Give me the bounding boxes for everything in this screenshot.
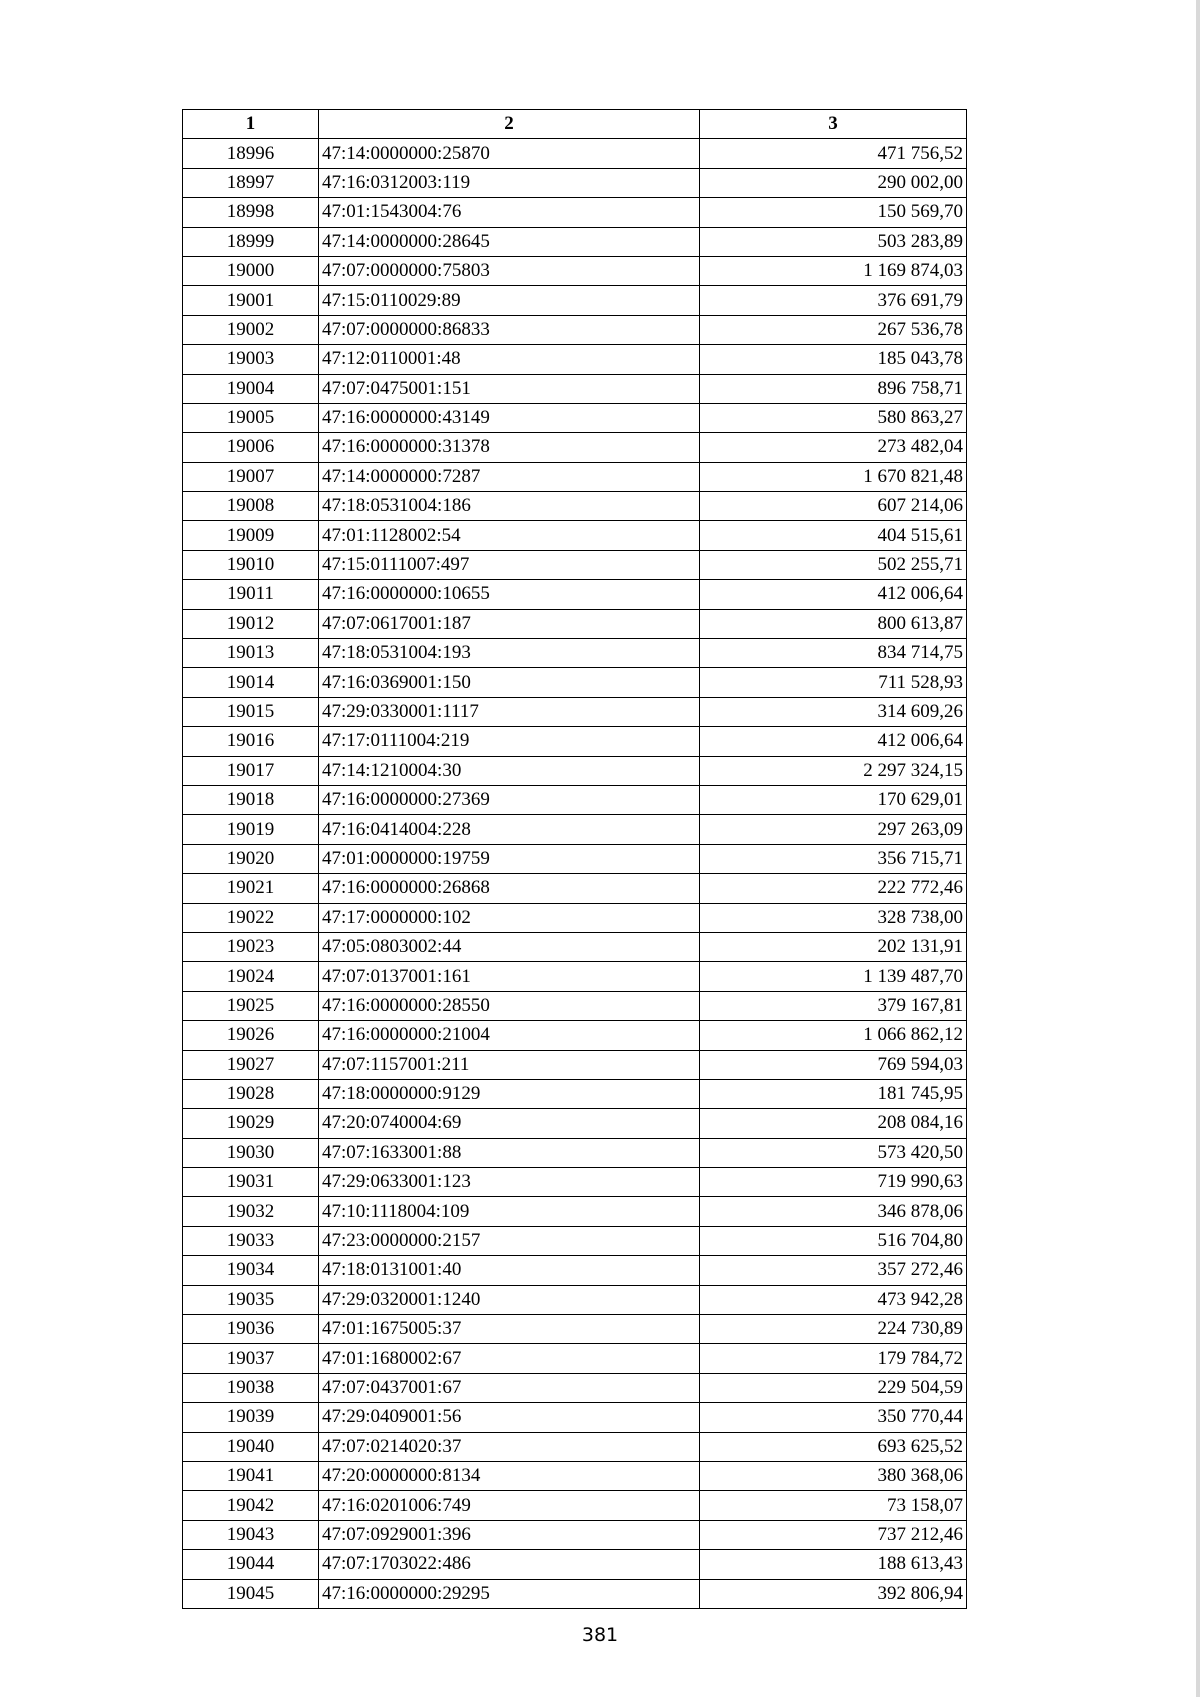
cadastral-value-cell: 314 609,26 bbox=[700, 697, 967, 726]
cadastral-value-cell: 834 714,75 bbox=[700, 639, 967, 668]
table-row bbox=[183, 315, 967, 344]
cadastral-value-cell: 412 006,64 bbox=[700, 727, 967, 756]
row-number-cell: 19036 bbox=[183, 1315, 319, 1344]
cadastral-number-cell: 47:07:0000000:86833 bbox=[319, 315, 700, 344]
table-row bbox=[183, 374, 967, 403]
cadastral-value-table bbox=[182, 109, 967, 1609]
table-row bbox=[183, 580, 967, 609]
row-number-cell: 19018 bbox=[183, 785, 319, 814]
table-row bbox=[183, 932, 967, 961]
cadastral-number-cell: 47:18:0131001:40 bbox=[319, 1256, 700, 1285]
cadastral-value-cell: 181 745,95 bbox=[700, 1079, 967, 1108]
cadastral-number-cell: 47:20:0000000:8134 bbox=[319, 1461, 700, 1490]
table-row bbox=[183, 1050, 967, 1079]
row-number-cell: 18998 bbox=[183, 198, 319, 227]
cadastral-value-cell: 693 625,52 bbox=[700, 1432, 967, 1461]
cadastral-number-cell: 47:16:0000000:31378 bbox=[319, 433, 700, 462]
table-row bbox=[183, 1579, 967, 1608]
row-number-cell: 19022 bbox=[183, 903, 319, 932]
cadastral-number-cell: 47:23:0000000:2157 bbox=[319, 1226, 700, 1255]
table-row bbox=[183, 462, 967, 491]
cadastral-number-cell: 47:14:1210004:30 bbox=[319, 756, 700, 785]
table-row bbox=[183, 727, 967, 756]
cadastral-value-cell: 150 569,70 bbox=[700, 198, 967, 227]
cadastral-value-cell: 328 738,00 bbox=[700, 903, 967, 932]
cadastral-value-cell: 1 670 821,48 bbox=[700, 462, 967, 491]
row-number-cell: 19010 bbox=[183, 550, 319, 579]
row-number-cell: 19000 bbox=[183, 256, 319, 285]
row-number-cell: 19032 bbox=[183, 1197, 319, 1226]
table-row bbox=[183, 521, 967, 550]
cadastral-number-cell: 47:01:1543004:76 bbox=[319, 198, 700, 227]
cadastral-number-cell: 47:16:0414004:228 bbox=[319, 815, 700, 844]
cadastral-number-cell: 47:29:0633001:123 bbox=[319, 1168, 700, 1197]
table-row bbox=[183, 1403, 967, 1432]
column-header-1: 1 bbox=[183, 110, 319, 139]
table-row bbox=[183, 697, 967, 726]
cadastral-value-cell: 202 131,91 bbox=[700, 932, 967, 961]
table-row bbox=[183, 785, 967, 814]
row-number-cell: 19012 bbox=[183, 609, 319, 638]
table-row bbox=[183, 844, 967, 873]
table-row bbox=[183, 139, 967, 168]
row-number-cell: 19026 bbox=[183, 1021, 319, 1050]
cadastral-value-cell: 516 704,80 bbox=[700, 1226, 967, 1255]
cadastral-value-cell: 222 772,46 bbox=[700, 874, 967, 903]
table-row bbox=[183, 433, 967, 462]
cadastral-number-cell: 47:16:0000000:43149 bbox=[319, 403, 700, 432]
table-row bbox=[183, 1432, 967, 1461]
table-row bbox=[183, 492, 967, 521]
cadastral-value-cell: 573 420,50 bbox=[700, 1138, 967, 1167]
row-number-cell: 19034 bbox=[183, 1256, 319, 1285]
cadastral-number-cell: 47:29:0320001:1240 bbox=[319, 1285, 700, 1314]
row-number-cell: 19004 bbox=[183, 374, 319, 403]
cadastral-value-cell: 267 536,78 bbox=[700, 315, 967, 344]
cadastral-number-cell: 47:16:0000000:26868 bbox=[319, 874, 700, 903]
cadastral-value-cell: 800 613,87 bbox=[700, 609, 967, 638]
cadastral-value-cell: 357 272,46 bbox=[700, 1256, 967, 1285]
row-number-cell: 19040 bbox=[183, 1432, 319, 1461]
cadastral-value-cell: 1 139 487,70 bbox=[700, 962, 967, 991]
table-row bbox=[183, 991, 967, 1020]
cadastral-value-cell: 502 255,71 bbox=[700, 550, 967, 579]
table-row bbox=[183, 1373, 967, 1402]
cadastral-number-cell: 47:07:1157001:211 bbox=[319, 1050, 700, 1079]
row-number-cell: 19029 bbox=[183, 1109, 319, 1138]
cadastral-value-cell: 290 002,00 bbox=[700, 168, 967, 197]
cadastral-value-cell: 208 084,16 bbox=[700, 1109, 967, 1138]
row-number-cell: 19009 bbox=[183, 521, 319, 550]
cadastral-number-cell: 47:12:0110001:48 bbox=[319, 345, 700, 374]
cadastral-value-cell: 179 784,72 bbox=[700, 1344, 967, 1373]
table-row bbox=[183, 668, 967, 697]
column-header-2: 2 bbox=[319, 110, 700, 139]
row-number-cell: 19037 bbox=[183, 1344, 319, 1373]
table-row bbox=[183, 168, 967, 197]
cadastral-number-cell: 47:17:0111004:219 bbox=[319, 727, 700, 756]
cadastral-number-cell: 47:15:0111007:497 bbox=[319, 550, 700, 579]
cadastral-value-cell: 737 212,46 bbox=[700, 1520, 967, 1549]
cadastral-number-cell: 47:07:1703022:486 bbox=[319, 1550, 700, 1579]
column-header-3: 3 bbox=[700, 110, 967, 139]
table-row bbox=[183, 256, 967, 285]
cadastral-value-cell: 73 158,07 bbox=[700, 1491, 967, 1520]
row-number-cell: 19030 bbox=[183, 1138, 319, 1167]
cadastral-number-cell: 47:07:0000000:75803 bbox=[319, 256, 700, 285]
row-number-cell: 18996 bbox=[183, 139, 319, 168]
cadastral-number-cell: 47:07:0929001:396 bbox=[319, 1520, 700, 1549]
cadastral-number-cell: 47:17:0000000:102 bbox=[319, 903, 700, 932]
row-number-cell: 19001 bbox=[183, 286, 319, 315]
cadastral-number-cell: 47:07:0437001:67 bbox=[319, 1373, 700, 1402]
table-row bbox=[183, 1315, 967, 1344]
row-number-cell: 19021 bbox=[183, 874, 319, 903]
cadastral-value-cell: 503 283,89 bbox=[700, 227, 967, 256]
cadastral-number-cell: 47:01:1128002:54 bbox=[319, 521, 700, 550]
row-number-cell: 19027 bbox=[183, 1050, 319, 1079]
table-row bbox=[183, 1079, 967, 1108]
cadastral-value-cell: 471 756,52 bbox=[700, 139, 967, 168]
table-row bbox=[183, 227, 967, 256]
row-number-cell: 19044 bbox=[183, 1550, 319, 1579]
table-body bbox=[183, 139, 967, 1609]
cadastral-value-cell: 379 167,81 bbox=[700, 991, 967, 1020]
cadastral-number-cell: 47:15:0110029:89 bbox=[319, 286, 700, 315]
table-row bbox=[183, 1285, 967, 1314]
table-row bbox=[183, 639, 967, 668]
cadastral-number-cell: 47:16:0000000:21004 bbox=[319, 1021, 700, 1050]
row-number-cell: 19005 bbox=[183, 403, 319, 432]
row-number-cell: 19033 bbox=[183, 1226, 319, 1255]
cadastral-value-cell: 297 263,09 bbox=[700, 815, 967, 844]
table-row bbox=[183, 345, 967, 374]
table-row bbox=[183, 403, 967, 432]
row-number-cell: 19025 bbox=[183, 991, 319, 1020]
page-number: 381 bbox=[581, 1624, 619, 1646]
table-row bbox=[183, 1138, 967, 1167]
cadastral-value-cell: 170 629,01 bbox=[700, 785, 967, 814]
table-row bbox=[183, 1550, 967, 1579]
cadastral-number-cell: 47:16:0201006:749 bbox=[319, 1491, 700, 1520]
cadastral-number-cell: 47:16:0000000:28550 bbox=[319, 991, 700, 1020]
table-row bbox=[183, 609, 967, 638]
cadastral-value-cell: 185 043,78 bbox=[700, 345, 967, 374]
row-number-cell: 19016 bbox=[183, 727, 319, 756]
table-row bbox=[183, 874, 967, 903]
row-number-cell: 19028 bbox=[183, 1079, 319, 1108]
cadastral-value-cell: 273 482,04 bbox=[700, 433, 967, 462]
cadastral-number-cell: 47:16:0369001:150 bbox=[319, 668, 700, 697]
row-number-cell: 19011 bbox=[183, 580, 319, 609]
cadastral-value-cell: 1 066 862,12 bbox=[700, 1021, 967, 1050]
row-number-cell: 19035 bbox=[183, 1285, 319, 1314]
row-number-cell: 19017 bbox=[183, 756, 319, 785]
table-row bbox=[183, 550, 967, 579]
cadastral-number-cell: 47:07:0475001:151 bbox=[319, 374, 700, 403]
row-number-cell: 19024 bbox=[183, 962, 319, 991]
row-number-cell: 19013 bbox=[183, 639, 319, 668]
table-header bbox=[183, 110, 967, 139]
cadastral-value-cell: 346 878,06 bbox=[700, 1197, 967, 1226]
table-row bbox=[183, 1344, 967, 1373]
cadastral-number-cell: 47:29:0409001:56 bbox=[319, 1403, 700, 1432]
cadastral-value-cell: 769 594,03 bbox=[700, 1050, 967, 1079]
cadastral-number-cell: 47:05:0803002:44 bbox=[319, 932, 700, 961]
cadastral-number-cell: 47:29:0330001:1117 bbox=[319, 697, 700, 726]
table-row bbox=[183, 756, 967, 785]
row-number-cell: 19039 bbox=[183, 1403, 319, 1432]
cadastral-value-cell: 350 770,44 bbox=[700, 1403, 967, 1432]
row-number-cell: 18997 bbox=[183, 168, 319, 197]
table-row bbox=[183, 1256, 967, 1285]
cadastral-value-cell: 896 758,71 bbox=[700, 374, 967, 403]
cadastral-value-cell: 711 528,93 bbox=[700, 668, 967, 697]
row-number-cell: 18999 bbox=[183, 227, 319, 256]
cadastral-number-cell: 47:07:0137001:161 bbox=[319, 962, 700, 991]
cadastral-value-cell: 1 169 874,03 bbox=[700, 256, 967, 285]
table-row bbox=[183, 1109, 967, 1138]
cadastral-value-cell: 412 006,64 bbox=[700, 580, 967, 609]
row-number-cell: 19020 bbox=[183, 844, 319, 873]
cadastral-number-cell: 47:14:0000000:25870 bbox=[319, 139, 700, 168]
cadastral-value-cell: 376 691,79 bbox=[700, 286, 967, 315]
cadastral-value-cell: 392 806,94 bbox=[700, 1579, 967, 1608]
table-row bbox=[183, 286, 967, 315]
cadastral-value-cell: 229 504,59 bbox=[700, 1373, 967, 1402]
row-number-cell: 19041 bbox=[183, 1461, 319, 1490]
cadastral-value-cell: 473 942,28 bbox=[700, 1285, 967, 1314]
cadastral-number-cell: 47:16:0000000:29295 bbox=[319, 1579, 700, 1608]
cadastral-number-cell: 47:16:0312003:119 bbox=[319, 168, 700, 197]
row-number-cell: 19045 bbox=[183, 1579, 319, 1608]
table-row bbox=[183, 1491, 967, 1520]
row-number-cell: 19023 bbox=[183, 932, 319, 961]
cadastral-number-cell: 47:01:1675005:37 bbox=[319, 1315, 700, 1344]
cadastral-number-cell: 47:16:0000000:10655 bbox=[319, 580, 700, 609]
table-row bbox=[183, 1021, 967, 1050]
row-number-cell: 19015 bbox=[183, 697, 319, 726]
row-number-cell: 19019 bbox=[183, 815, 319, 844]
header-row bbox=[183, 110, 967, 139]
cadastral-value-cell: 356 715,71 bbox=[700, 844, 967, 873]
table-row bbox=[183, 1168, 967, 1197]
cadastral-number-cell: 47:01:1680002:67 bbox=[319, 1344, 700, 1373]
table-row bbox=[183, 962, 967, 991]
cadastral-number-cell: 47:07:0617001:187 bbox=[319, 609, 700, 638]
cadastral-value-cell: 607 214,06 bbox=[700, 492, 967, 521]
table-row bbox=[183, 903, 967, 932]
row-number-cell: 19008 bbox=[183, 492, 319, 521]
cadastral-value-cell: 719 990,63 bbox=[700, 1168, 967, 1197]
cadastral-number-cell: 47:14:0000000:28645 bbox=[319, 227, 700, 256]
cadastral-value-cell: 224 730,89 bbox=[700, 1315, 967, 1344]
cadastral-value-cell: 404 515,61 bbox=[700, 521, 967, 550]
cadastral-number-cell: 47:16:0000000:27369 bbox=[319, 785, 700, 814]
table-row bbox=[183, 1226, 967, 1255]
cadastral-number-cell: 47:18:0000000:9129 bbox=[319, 1079, 700, 1108]
row-number-cell: 19002 bbox=[183, 315, 319, 344]
cadastral-number-cell: 47:18:0531004:193 bbox=[319, 639, 700, 668]
cadastral-number-cell: 47:14:0000000:7287 bbox=[319, 462, 700, 491]
cadastral-number-cell: 47:20:0740004:69 bbox=[319, 1109, 700, 1138]
table-row bbox=[183, 1197, 967, 1226]
row-number-cell: 19006 bbox=[183, 433, 319, 462]
cadastral-value-cell: 380 368,06 bbox=[700, 1461, 967, 1490]
row-number-cell: 19042 bbox=[183, 1491, 319, 1520]
row-number-cell: 19031 bbox=[183, 1168, 319, 1197]
table-row bbox=[183, 198, 967, 227]
page-edge-shadow bbox=[1196, 0, 1200, 1697]
cadastral-number-cell: 47:18:0531004:186 bbox=[319, 492, 700, 521]
table-row bbox=[183, 815, 967, 844]
row-number-cell: 19007 bbox=[183, 462, 319, 491]
row-number-cell: 19038 bbox=[183, 1373, 319, 1402]
cadastral-value-cell: 580 863,27 bbox=[700, 403, 967, 432]
table-row bbox=[183, 1520, 967, 1549]
cadastral-number-cell: 47:07:1633001:88 bbox=[319, 1138, 700, 1167]
row-number-cell: 19014 bbox=[183, 668, 319, 697]
cadastral-number-cell: 47:10:1118004:109 bbox=[319, 1197, 700, 1226]
table-row bbox=[183, 1461, 967, 1490]
cadastral-value-cell: 2 297 324,15 bbox=[700, 756, 967, 785]
cadastral-number-cell: 47:01:0000000:19759 bbox=[319, 844, 700, 873]
cadastral-number-cell: 47:07:0214020:37 bbox=[319, 1432, 700, 1461]
row-number-cell: 19003 bbox=[183, 345, 319, 374]
row-number-cell: 19043 bbox=[183, 1520, 319, 1549]
cadastral-value-cell: 188 613,43 bbox=[700, 1550, 967, 1579]
